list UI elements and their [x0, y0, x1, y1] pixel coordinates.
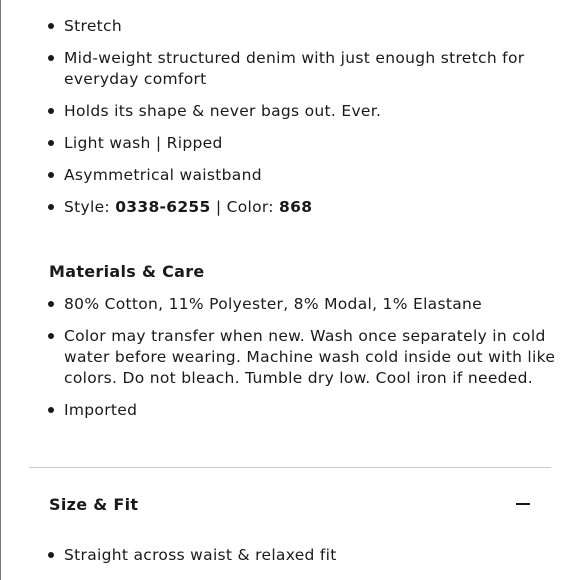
color-label: | Color:: [210, 198, 280, 216]
list-item: [0, 165, 560, 186]
list-item-text: Imported: [64, 401, 138, 419]
materials-list: [0, 294, 560, 432]
list-item: [0, 294, 560, 315]
list-item: [0, 545, 560, 566]
section-divider: [29, 467, 551, 468]
list-item-text: Straight across waist & relaxed fit: [64, 546, 337, 564]
list-item-text: 80% Cotton, 11% Polyester, 8% Modal, 1% Elastane: [64, 295, 482, 313]
style-color-item: [0, 197, 560, 218]
size-fit-list: [0, 545, 560, 577]
list-item: [0, 400, 560, 421]
style-number: 0338-6255: [115, 198, 211, 216]
list-item: [0, 133, 560, 154]
materials-care-heading: Materials & Care: [49, 262, 205, 281]
list-item: [0, 48, 560, 90]
list-item-text: Asymmetrical waistband: [64, 166, 262, 184]
list-item: [0, 326, 560, 389]
minus-icon: [516, 503, 530, 505]
size-fit-heading[interactable]: Size & Fit: [49, 495, 139, 514]
color-number: 868: [279, 198, 313, 216]
list-item-text: Mid-weight structured denim with just enough stretch for everyday comfort: [64, 49, 525, 88]
collapse-section-button[interactable]: [514, 494, 534, 514]
list-item-text: Stretch: [64, 17, 123, 35]
list-item-text: Color may transfer when new. Wash once separately in cold water before wearing. Machine wash cold inside out with like colors. Do not bleach. Tumble dry low. Cool iron if needed.: [64, 327, 556, 387]
list-item: [0, 101, 560, 122]
list-item-text: Light wash | Ripped: [64, 134, 223, 152]
style-label: Style:: [64, 198, 116, 216]
details-list: [0, 16, 560, 229]
list-item-text: Holds its shape & never bags out. Ever.: [64, 102, 382, 120]
list-item: [0, 16, 560, 37]
